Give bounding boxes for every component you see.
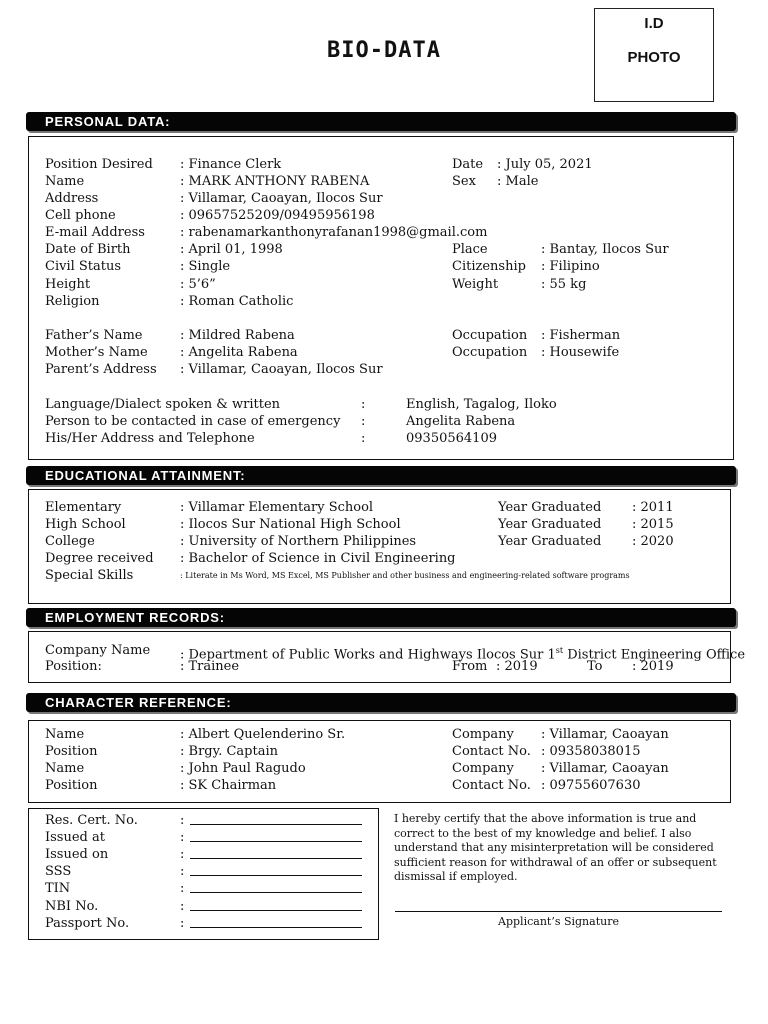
field-value: : rabenamarkanthonyrafanan1998@gmail.com [180, 225, 488, 240]
field-value: : Angelita Rabena [180, 345, 298, 360]
field-value: : Fisherman [541, 328, 621, 343]
field-colon: : [180, 881, 185, 896]
field-value: : John Paul Ragudo [180, 761, 306, 776]
photo-label-2: PHOTO [627, 49, 681, 66]
field-label: Occupation [452, 328, 528, 343]
field-label: Date [452, 157, 484, 172]
field-label: Occupation [452, 345, 528, 360]
section-header-personal: PERSONAL DATA: [26, 112, 736, 131]
field-value: : Mildred Rabena [180, 328, 295, 343]
field-value: : 09755607630 [541, 778, 641, 793]
field-label: Company [452, 727, 514, 742]
field-value: : Albert Quelenderino Sr. [180, 727, 346, 742]
field-label: Year Graduated [498, 500, 602, 515]
field-value: : July 05, 2021 [497, 157, 593, 172]
field-label: NBI No. [45, 899, 99, 914]
field-label: Father’s Name [45, 328, 143, 343]
field-value: : Filipino [541, 259, 600, 274]
field-value: : University of Northern Philippines [180, 534, 417, 549]
field-label: Issued on [45, 847, 109, 862]
field-value: : Villamar, Caoayan [541, 727, 669, 742]
field-label: Parent’s Address [45, 362, 157, 377]
field-label: Name [45, 727, 85, 742]
field-label: Place [452, 242, 488, 257]
signature-label: Applicant’s Signature [498, 915, 619, 928]
field-value: : 2019 [496, 659, 538, 674]
field-value: : Male [497, 174, 539, 189]
field-value: English, Tagalog, Iloko [406, 397, 557, 412]
field-colon: : [180, 916, 185, 931]
field-label: College [45, 534, 95, 549]
field-label: Contact No. [452, 744, 531, 759]
field-label: Religion [45, 294, 100, 309]
field-colon: : [180, 864, 185, 879]
field-label: High School [45, 517, 126, 532]
field-label: Name [45, 761, 85, 776]
field-label: Cell phone [45, 208, 116, 223]
company-tail: District Engineering Office [563, 647, 746, 663]
field-value: : Villamar, Caoayan [541, 761, 669, 776]
field-label: Res. Cert. No. [45, 813, 138, 828]
field-label: SSS [45, 864, 72, 879]
field-label: Address [45, 191, 99, 206]
field-value: : MARK ANTHONY RABENA [180, 174, 370, 189]
field-label: Mother’s Name [45, 345, 148, 360]
field-label: From [452, 659, 488, 674]
field-value: Angelita Rabena [406, 414, 516, 429]
field-label: Position: [45, 659, 102, 674]
field-label: Sex [452, 174, 476, 189]
field-label: Civil Status [45, 259, 122, 274]
field-value: : 09358038015 [541, 744, 641, 759]
page-title: BIO-DATA [327, 38, 441, 63]
field-label: Company [452, 761, 514, 776]
field-value: : 2015 [632, 517, 674, 532]
field-label: Year Graduated [498, 517, 602, 532]
field-value: : Villamar Elementary School [180, 500, 374, 515]
field-label: Contact No. [452, 778, 531, 793]
field-value: : 09657525209/09495956198 [180, 208, 375, 223]
field-label: Height [45, 277, 91, 292]
field-label: Person to be contacted in case of emergency [45, 414, 341, 429]
field-value: : 2011 [632, 500, 674, 515]
blank-line[interactable] [190, 880, 362, 893]
field-label: Position [45, 778, 98, 793]
company-name: : Department of Public Works and Highways Ilocos Sur 1 [180, 647, 556, 663]
blank-line[interactable] [190, 829, 362, 842]
blank-line[interactable] [190, 846, 362, 859]
field-colon: : [180, 899, 185, 914]
field-value: : 2020 [632, 534, 674, 549]
special-skills-value: : Literate in Ms Word, MS Excel, MS Publisher and other business and engineering-related software programs [180, 571, 630, 580]
certification-text: I hereby certify that the above information is true and correct to the best of my knowledge and belief. I also understand that any misinterpretation will be considered sufficient reason for withdrawal of an offer or subsequent dismissal if employed. [394, 812, 717, 883]
field-value: : SK Chairman [180, 778, 277, 793]
field-label: Special Skills [45, 568, 134, 583]
field-value: : Finance Clerk [180, 157, 282, 172]
blank-line[interactable] [190, 915, 362, 928]
field-label: To [587, 659, 603, 674]
field-label: Date of Birth [45, 242, 131, 257]
signature-line[interactable] [395, 911, 722, 912]
section-header-education: EDUCATIONAL ATTAINMENT: [26, 466, 736, 485]
field-colon: : [361, 414, 366, 429]
blank-line[interactable] [190, 812, 362, 825]
field-label: Degree received [45, 551, 154, 566]
field-label: His/Her Address and Telephone [45, 431, 255, 446]
field-label: Passport No. [45, 916, 130, 931]
field-value: : Bachelor of Science in Civil Engineering [180, 551, 456, 566]
field-value: : Roman Catholic [180, 294, 294, 309]
blank-line[interactable] [190, 898, 362, 911]
field-label: Year Graduated [498, 534, 602, 549]
field-colon: : [180, 830, 185, 845]
field-value: : Single [180, 259, 231, 274]
field-colon: : [180, 847, 185, 862]
photo-label-1: I.D [644, 15, 664, 32]
field-value: : Housewife [541, 345, 620, 360]
field-colon: : [180, 813, 185, 828]
field-value: : Villamar, Caoayan, Ilocos Sur [180, 362, 383, 377]
field-label: Name [45, 174, 85, 189]
field-value: : Brgy. Captain [180, 744, 279, 759]
field-label: Position Desired [45, 157, 153, 172]
field-label: Issued at [45, 830, 105, 845]
field-value: : Bantay, Ilocos Sur [541, 242, 669, 257]
field-value: : 55 kg [541, 277, 587, 292]
field-label: Citizenship [452, 259, 526, 274]
field-label: Position [45, 744, 98, 759]
field-label: Elementary [45, 500, 122, 515]
field-value: 09350564109 [406, 431, 497, 446]
field-label: TIN [45, 881, 71, 896]
field-value: : Villamar, Caoayan, Ilocos Sur [180, 191, 383, 206]
field-label: Company Name [45, 643, 151, 658]
field-value: : Ilocos Sur National High School [180, 517, 401, 532]
field-value: : April 01, 1998 [180, 242, 283, 257]
company-sup: st [555, 646, 564, 655]
section-header-employment: EMPLOYMENT RECORDS: [26, 608, 736, 627]
field-label: E-mail Address [45, 225, 145, 240]
blank-line[interactable] [190, 863, 362, 876]
field-value: : 5’6” [180, 277, 216, 292]
field-value: : 2019 [632, 659, 674, 674]
field-colon: : [361, 397, 366, 412]
section-header-reference: CHARACTER REFERENCE: [26, 693, 736, 712]
field-colon: : [361, 431, 366, 446]
field-label: Weight [452, 277, 499, 292]
field-label: Language/Dialect spoken & written [45, 397, 281, 412]
id-photo-box [594, 8, 714, 102]
field-value: : Trainee [180, 659, 240, 674]
